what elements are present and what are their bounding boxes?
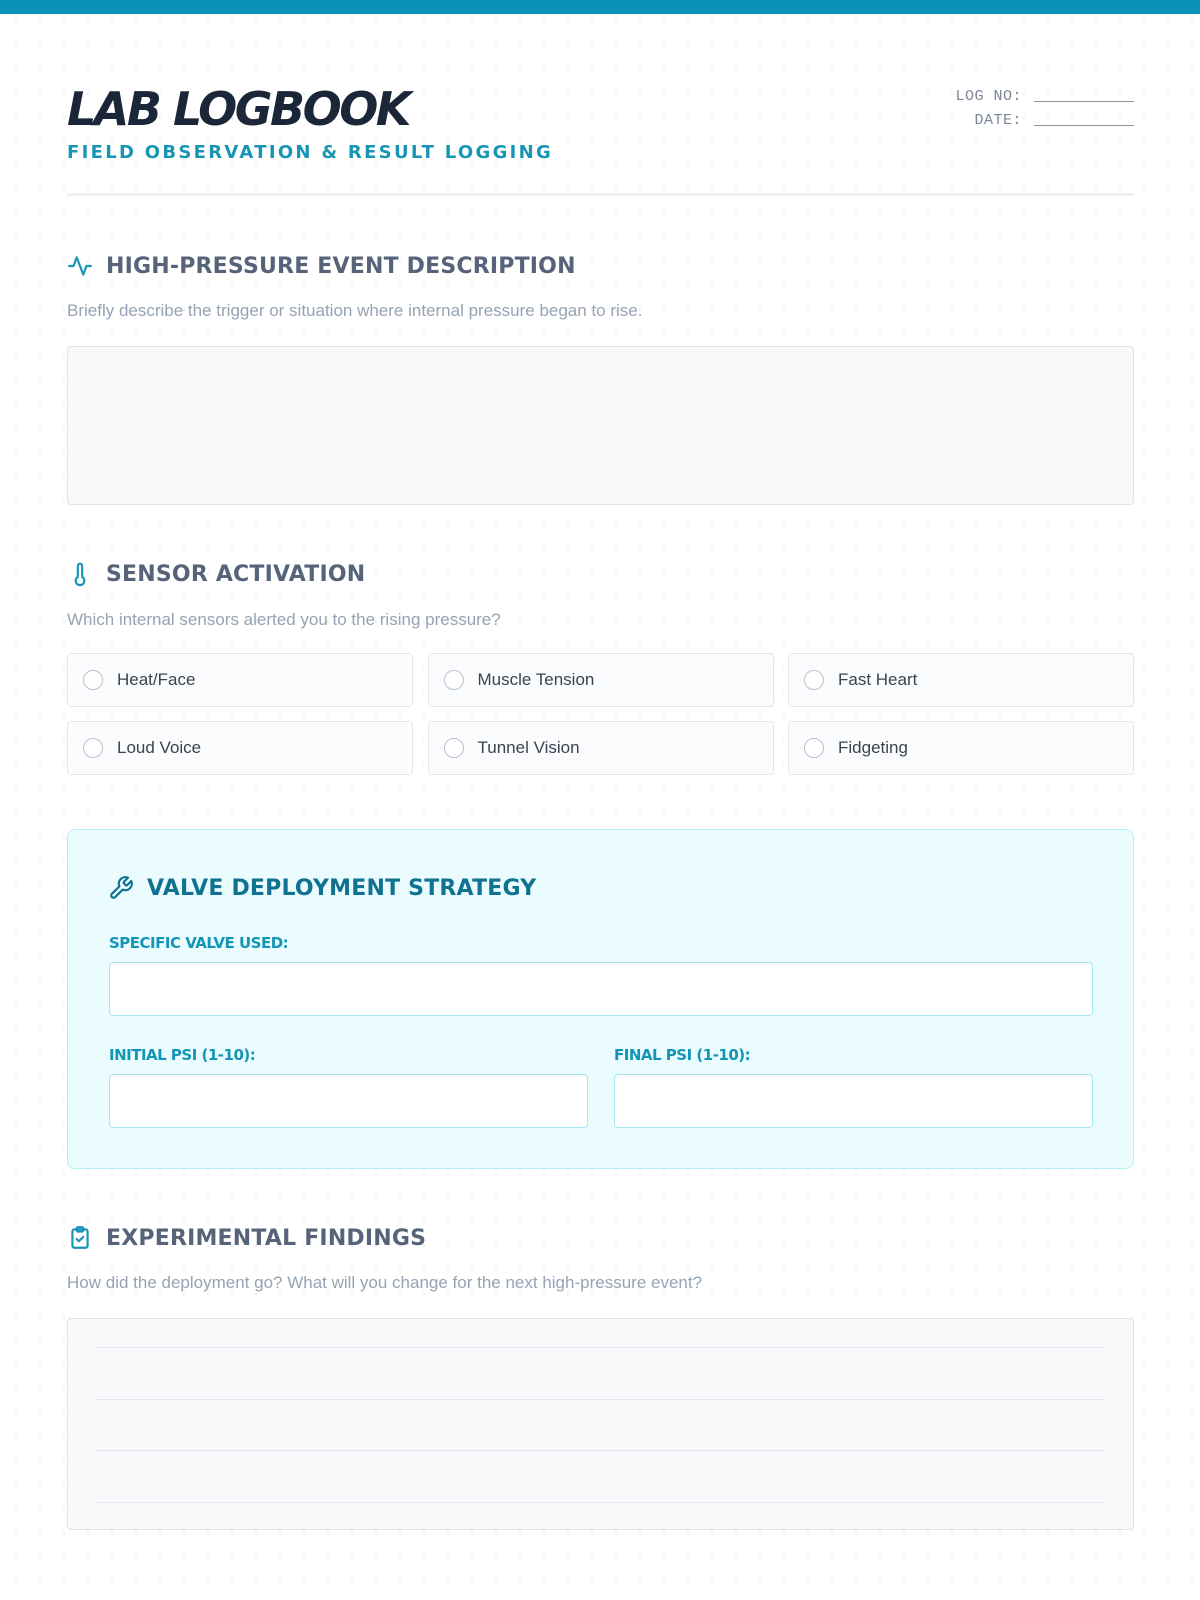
- valve-strategy-panel: [67, 829, 1134, 1169]
- valve-section-heading: [108, 875, 536, 901]
- valve-used-input[interactable]: [109, 962, 1093, 1016]
- sensor-section-heading: [67, 561, 365, 587]
- sensor-section-description: Which internal sensors alerted you to the rising pressure?: [67, 610, 501, 629]
- header-divider: [67, 193, 1134, 196]
- sensor-checkbox[interactable]: [444, 738, 464, 758]
- initial-psi-input[interactable]: [109, 1074, 588, 1128]
- event-section-title: HIGH-PRESSURE EVENT DESCRIPTION: [106, 253, 576, 279]
- findings-section-title: EXPERIMENTAL FINDINGS: [106, 1225, 427, 1251]
- event-section-description: Briefly describe the trigger or situation where internal pressure began to rise.: [67, 301, 643, 320]
- sensor-checkbox[interactable]: [804, 670, 824, 690]
- ruled-line: [96, 1450, 1105, 1451]
- sensor-checklist: [67, 653, 1134, 775]
- page-subtitle: FIELD OBSERVATION & RESULT LOGGING: [67, 142, 554, 163]
- sensor-checkbox[interactable]: [444, 670, 464, 690]
- sensor-checkbox[interactable]: [83, 738, 103, 758]
- sensor-option-tunnel-vision[interactable]: [428, 721, 774, 775]
- log-number-field[interactable]: [1034, 101, 1134, 102]
- clipboard-check-icon: [67, 1225, 93, 1251]
- valve-used-label: SPECIFIC VALVE USED:: [109, 934, 289, 952]
- findings-section-description: How did the deployment go? What will you change for the next high-pressure event?: [67, 1273, 703, 1292]
- ruled-line: [96, 1347, 1105, 1348]
- sensor-option-fidgeting[interactable]: [788, 721, 1134, 775]
- sensor-option-label: Fidgeting: [838, 738, 908, 757]
- sensor-section-title: SENSOR ACTIVATION: [106, 561, 366, 587]
- thermometer-icon: [67, 561, 93, 587]
- sensor-option-label: Loud Voice: [117, 738, 202, 757]
- event-section-heading: [67, 253, 576, 279]
- sensor-option-fast-heart[interactable]: [788, 653, 1134, 707]
- log-meta: [955, 82, 1134, 130]
- log-number-row: [955, 82, 1134, 106]
- date-row: [955, 106, 1134, 130]
- sensor-option-muscle-tension[interactable]: [428, 653, 774, 707]
- ruled-lines: [96, 1319, 1105, 1529]
- findings-textarea[interactable]: [67, 1318, 1134, 1530]
- sensor-option-label: Tunnel Vision: [477, 738, 580, 757]
- event-description-textarea[interactable]: [67, 346, 1134, 505]
- final-psi-input[interactable]: [614, 1074, 1093, 1128]
- sensor-option-label: Muscle Tension: [477, 670, 595, 689]
- sensor-checkbox[interactable]: [804, 738, 824, 758]
- top-accent-bar: [0, 0, 1200, 14]
- final-psi-label: FINAL PSI (1-10):: [614, 1046, 751, 1064]
- sensor-checkbox[interactable]: [83, 670, 103, 690]
- activity-pulse-icon: [67, 253, 93, 279]
- date-label: DATE:: [974, 112, 1022, 129]
- ruled-line: [96, 1502, 1105, 1503]
- ruled-line: [96, 1399, 1105, 1400]
- findings-section-heading: [67, 1225, 426, 1251]
- log-number-label: LOG NO:: [955, 88, 1022, 105]
- sensor-option-loud-voice[interactable]: [67, 721, 413, 775]
- sensor-option-label: Fast Heart: [838, 670, 918, 689]
- initial-psi-label: INITIAL PSI (1-10):: [109, 1046, 256, 1064]
- sensor-option-label: Heat/Face: [117, 670, 196, 689]
- date-field[interactable]: [1034, 125, 1134, 126]
- sensor-option-heat-face[interactable]: [67, 653, 413, 707]
- page-title: LAB LOGBOOK: [67, 82, 409, 136]
- wrench-icon: [108, 875, 134, 901]
- valve-section-title: VALVE DEPLOYMENT STRATEGY: [147, 875, 537, 901]
